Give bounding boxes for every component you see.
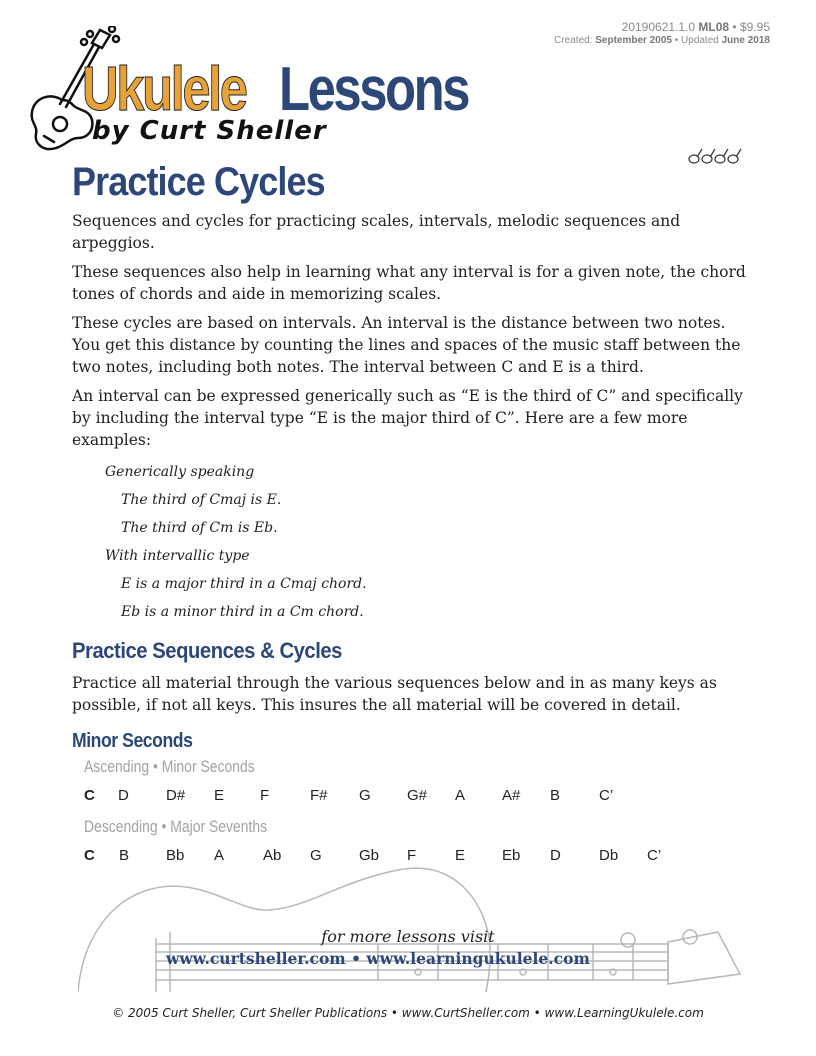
note-ascending: A — [455, 787, 466, 804]
intro-paragraph: These sequences also help in learning what any interval is for a given note, the chord tones of chords and aide in memorizing scales. — [72, 263, 746, 303]
note-descending: F — [407, 847, 417, 864]
dates-line — [554, 34, 770, 48]
example-heading: Generically speaking — [105, 464, 255, 480]
created-label: Created: — [554, 35, 593, 46]
note-ascending: B — [550, 787, 561, 804]
example-line: Eb is a minor third in a Cm chord. — [121, 604, 364, 620]
note-ascending: G# — [407, 787, 428, 804]
note-descending: E — [455, 847, 466, 864]
note-descending: C’ — [647, 847, 662, 864]
note-descending: Ab — [263, 847, 282, 864]
version-line — [554, 20, 770, 34]
example-line: The third of Cmaj is E. — [121, 492, 282, 508]
lesson-code: ML08 — [698, 20, 730, 34]
section-paragraph: Practice all material through the various sequences below and in as many keys as possible, if not all keys. This insures the all material will be covered in detail. — [72, 674, 717, 714]
example-line: E is a major third in a Cmaj chord. — [121, 576, 367, 592]
mini-ukulele-icon — [715, 149, 728, 163]
updated-label: • Updated — [674, 35, 719, 46]
intro-paragraph: An interval can be expressed generically such as “E is the third of C” and specifically by including the interval type “E is the major third of C”. Here are a few more examples: — [72, 387, 743, 449]
more-lessons-text: for more lessons visit — [321, 927, 495, 946]
note-descending: A — [214, 847, 225, 864]
section-heading: Practice Sequences & Cycles — [72, 638, 342, 663]
created-date: September 2005 — [595, 35, 672, 46]
note-ascending: A# — [502, 787, 521, 804]
document-meta — [554, 20, 770, 48]
note-ascending: C — [84, 787, 95, 804]
mini-ukulele-icon — [689, 149, 702, 163]
subsection-heading: Minor Seconds — [72, 730, 193, 752]
note-descending: Gb — [359, 847, 380, 864]
note-descending: Db — [599, 847, 619, 864]
example-line: The third of Cm is Eb. — [121, 520, 278, 536]
note-descending: C — [84, 847, 95, 864]
main-content — [72, 210, 752, 875]
note-descending: Eb — [502, 847, 521, 864]
note-ascending: G — [359, 787, 371, 804]
note-ascending: D# — [166, 787, 186, 804]
note-descending: B — [119, 847, 130, 864]
descending-label: Descending • Major Sevenths — [84, 817, 268, 836]
difficulty-ukulele-icons — [688, 146, 746, 166]
note-ascending: F — [260, 787, 270, 804]
note-descending: D — [550, 847, 561, 864]
mini-ukulele-icon — [728, 149, 741, 163]
website-links[interactable]: www.curtsheller.com • www.learningukulele.com — [166, 949, 590, 968]
example-heading: With intervallic type — [105, 548, 250, 564]
copyright-line: © 2005 Curt Sheller, Curt Sheller Publications • www.CurtSheller.com • www.LearningUkulele.com — [112, 1006, 704, 1020]
ascending-sequence — [72, 783, 752, 815]
note-ascending: F# — [310, 787, 328, 804]
logo-byline: by Curt Sheller — [92, 116, 327, 146]
note-descending: Bb — [166, 847, 185, 864]
note-ascending: D — [118, 787, 129, 804]
note-ascending: C’ — [599, 787, 614, 804]
note-ascending: E — [214, 787, 225, 804]
ascending-label: Ascending • Minor Seconds — [84, 757, 255, 776]
page-title: Practice Cycles — [72, 160, 325, 204]
version-number: 20190621.1.0 — [621, 20, 696, 34]
ukulele-lessons-logo — [22, 26, 502, 156]
price: • $9.95 — [732, 20, 770, 34]
logo-lessons-word: Lessons — [279, 55, 469, 124]
logo-ukulele-word: Ukulele — [82, 55, 246, 124]
note-descending: G — [310, 847, 322, 864]
intro-paragraph: These cycles are based on intervals. An interval is the distance between two notes. You get this distance by counting the lines and spaces of the music staff between the two notes, including both notes. The interval between C and E is a third. — [72, 314, 741, 376]
updated-date: June 2018 — [721, 35, 770, 46]
intro-paragraph: Sequences and cycles for practicing scales, intervals, melodic sequences and arpeggios. — [72, 212, 681, 252]
mini-ukulele-icon — [702, 149, 715, 163]
